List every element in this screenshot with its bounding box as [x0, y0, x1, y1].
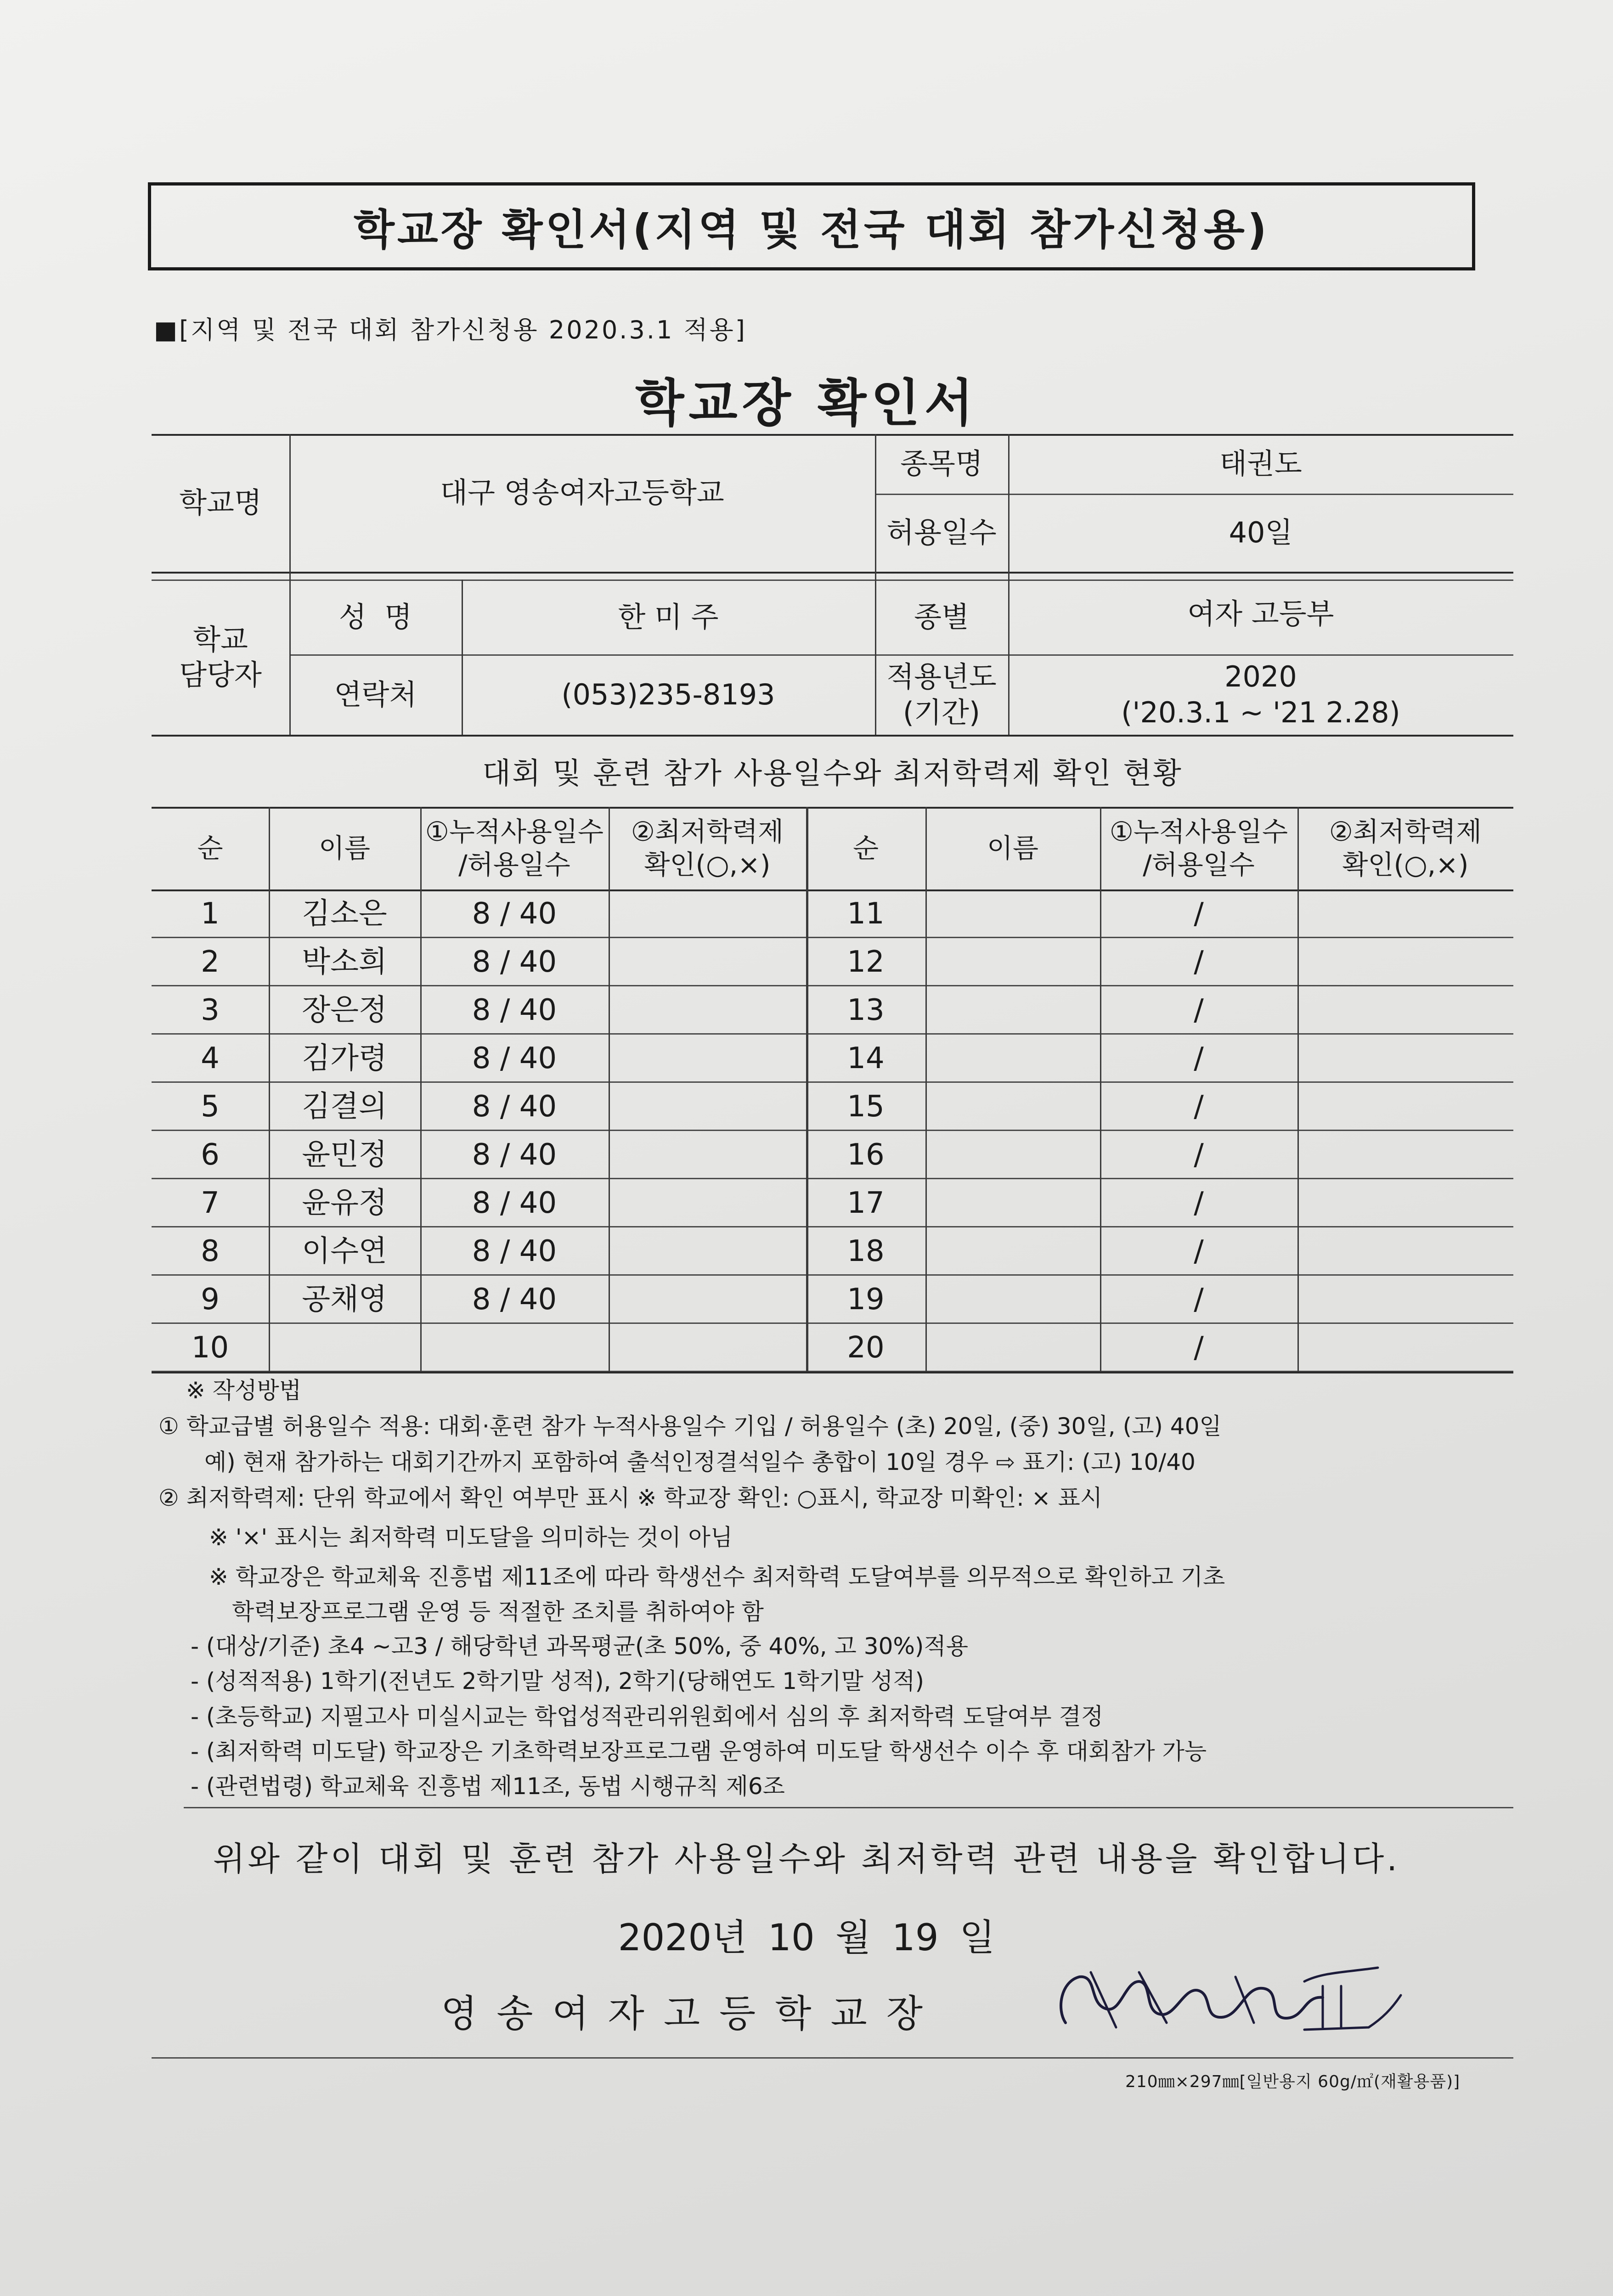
rule: [152, 1372, 1513, 1373]
row-check: [1297, 1131, 1513, 1179]
row-check: [1297, 986, 1513, 1034]
row-name: 박소희: [302, 945, 387, 979]
category-value: 여자 고등부: [1187, 597, 1334, 631]
row-name: [925, 938, 1100, 986]
instruction-line: - (관련법령) 학교체육 진흥법 제11조, 동법 시행규칙 제6조: [191, 1773, 785, 1800]
row-number: 3: [201, 993, 220, 1027]
rule: [152, 2057, 1513, 2059]
contact-label: 연락처: [334, 677, 417, 711]
col-check-left: ②최저학력제 확인(○,×): [631, 816, 784, 880]
row-check: [1297, 1275, 1513, 1323]
row-days: /: [1194, 1234, 1204, 1268]
instruction-line: - (대상/기준) 초4 ~고3 / 해당학년 과목평균(초 50%, 중 40%, 고 30%)적용: [191, 1633, 968, 1660]
document-title: 학교장 확인서(지역 및 전국 대회 참가신청용): [354, 205, 1269, 254]
manager-label: 학교 담당자: [179, 622, 262, 692]
row-number: 9: [201, 1282, 220, 1317]
form-version-tag: ■[지역 및 전국 대회 참가신청용 2020.3.1 적용]: [154, 315, 747, 344]
row-days: /: [1194, 896, 1204, 931]
row-check: [609, 938, 806, 986]
sport-value: 태권도: [1219, 447, 1302, 481]
row-check: [1297, 1227, 1513, 1275]
row-check: [609, 889, 806, 938]
row-days: /: [1194, 945, 1204, 979]
paper-spec: 210㎜×297㎜[일반용지 60g/㎡(재활용품)]: [1125, 2072, 1461, 2091]
row-name: [925, 1275, 1100, 1323]
row-name: 이수연: [302, 1234, 387, 1268]
col-no-left: 순: [197, 832, 223, 864]
row-days: 8 / 40: [472, 1089, 557, 1124]
manager-name-label: 성 명: [338, 600, 412, 634]
instruction-line: ② 최저학력제: 단위 학교에서 확인 여부만 표시 ※ 학교장 확인: ○표시, 학교장 미확인: × 표시: [158, 1485, 1103, 1511]
row-number: 2: [201, 945, 220, 979]
sport-label: 종목명: [900, 447, 983, 481]
row-name: [925, 1323, 1100, 1372]
column-divider: [420, 807, 422, 1372]
row-name: [925, 1179, 1100, 1227]
row-number: 6: [201, 1137, 220, 1172]
col-no-right: 순: [852, 832, 879, 864]
row-check: [609, 1082, 806, 1131]
row-days: 8 / 40: [472, 993, 557, 1027]
apply-year-label: 적용년도 (기간): [886, 660, 997, 729]
row-days: /: [1194, 1041, 1204, 1075]
col-check-right: ②최저학력제 확인(○,×): [1329, 816, 1482, 880]
row-number: 19: [847, 1282, 885, 1317]
column-divider: [1100, 807, 1101, 1372]
row-name: 김가령: [302, 1041, 387, 1075]
column-divider: [269, 807, 270, 1372]
row-number: 4: [201, 1041, 220, 1075]
instruction-line: ① 학교급별 허용일수 적용: 대회·훈련 참가 누적사용일수 기입 / 허용일수 (초) 20일, (중) 30일, (고) 40일: [158, 1413, 1222, 1440]
instruction-line: 예) 현재 참가하는 대회기간까지 포함하여 출석인정결석일수 총합이 10일 경우 ⇨ 표기: (고) 10/40: [204, 1449, 1196, 1475]
row-number: 7: [201, 1186, 220, 1220]
row-days: /: [1194, 993, 1204, 1027]
row-name: 장은정: [302, 993, 387, 1027]
row-days: /: [1194, 1186, 1204, 1220]
row-name: [925, 1034, 1100, 1082]
row-check: [609, 1179, 806, 1227]
row-name: 윤유정: [302, 1186, 387, 1220]
row-check: [1297, 1179, 1513, 1227]
manager-name-value: 한 미 주: [618, 600, 719, 634]
row-name: [925, 986, 1100, 1034]
column-divider: [1297, 807, 1299, 1372]
school-label: 학교명: [179, 486, 262, 520]
allowed-days-label: 허용일수: [886, 516, 997, 550]
row-days: 8 / 40: [472, 1186, 557, 1220]
instruction-line: 학력보장프로그램 운영 등 적절한 조치를 취하여야 함: [232, 1598, 764, 1625]
category-label: 종별: [914, 600, 969, 634]
issue-date: 2020년 10 월 19 일: [618, 1916, 995, 1959]
rule: [152, 572, 1513, 574]
row-name: [925, 1131, 1100, 1179]
row-check: [1297, 1082, 1513, 1131]
row-name: 공채영: [302, 1282, 387, 1317]
row-check: [1297, 938, 1513, 986]
row-days: /: [1194, 1330, 1204, 1365]
row-check: [609, 1034, 806, 1082]
row-number: 15: [847, 1089, 885, 1124]
apply-year-value: 2020 ('20.3.1 ~ '21 2.28): [1121, 660, 1400, 729]
row-days: 8 / 40: [472, 1137, 557, 1172]
row-number: 17: [847, 1186, 885, 1220]
row-number: 14: [847, 1041, 885, 1075]
row-days: 8 / 40: [472, 945, 557, 979]
instruction-line: - (초등학교) 지필고사 미실시교는 학업성적관리위원회에서 심의 후 최저학력 도달여부 결정: [191, 1703, 1104, 1730]
row-days: 8 / 40: [472, 1234, 557, 1268]
row-days: 8 / 40: [472, 1041, 557, 1075]
row-name: 김결의: [302, 1089, 387, 1124]
rule: [184, 1807, 1513, 1808]
instruction-line: ※ 작성방법: [186, 1377, 301, 1404]
school-value: 대구 영송여자고등학교: [440, 475, 724, 509]
rule: [152, 735, 1513, 737]
row-check: [609, 1323, 806, 1372]
col-name-right: 이름: [987, 832, 1039, 864]
status-heading: 대회 및 훈련 참가 사용일수와 최저학력제 확인 현황: [482, 756, 1183, 791]
main-heading: 학교장 확인서: [635, 374, 978, 433]
column-divider: [925, 807, 927, 1372]
row-days: [420, 1323, 609, 1372]
row-number: 10: [191, 1330, 229, 1365]
row-number: 16: [847, 1137, 885, 1172]
col-name-left: 이름: [318, 832, 371, 864]
instruction-line: ※ 학교장은 학교체육 진흥법 제11조에 따라 학생선수 최저학력 도달여부를 의무적으로 확인하고 기초: [209, 1564, 1225, 1590]
row-check: [1297, 1034, 1513, 1082]
column-divider: [609, 807, 610, 1372]
principal-signature: [1047, 1954, 1405, 2046]
row-number: 13: [847, 993, 885, 1027]
row-number: 1: [201, 896, 220, 931]
row-name: [269, 1323, 420, 1372]
row-check: [609, 1227, 806, 1275]
col-days-left: ①누적사용일수 /허용일수: [425, 816, 604, 880]
column-divider: [806, 807, 808, 1372]
row-check: [609, 1275, 806, 1323]
row-name: 윤민정: [302, 1137, 387, 1172]
row-check: [1297, 889, 1513, 938]
row-name: [925, 1082, 1100, 1131]
row-days: 8 / 40: [472, 896, 557, 931]
row-number: 18: [847, 1234, 885, 1268]
allowed-days-value: 40일: [1229, 516, 1293, 550]
document-title-box: [148, 182, 1475, 270]
row-days: /: [1194, 1282, 1204, 1317]
row-number: 5: [201, 1089, 220, 1124]
row-name: 김소은: [302, 896, 387, 931]
instruction-line: - (최저학력 미도달) 학교장은 기초학력보장프로그램 운영하여 미도달 학생선수 이수 후 대회참가 가능: [191, 1738, 1207, 1765]
row-days: /: [1194, 1089, 1204, 1124]
row-days: 8 / 40: [472, 1282, 557, 1317]
row-number: 8: [201, 1234, 220, 1268]
row-name: [925, 889, 1100, 938]
col-days-right: ①누적사용일수 /허용일수: [1109, 816, 1288, 880]
instruction-line: ※ '×' 표시는 최저학력 미도달을 의미하는 것이 아님: [209, 1524, 733, 1551]
row-name: [925, 1227, 1100, 1275]
row-days: /: [1194, 1137, 1204, 1172]
row-check: [1297, 1323, 1513, 1372]
confirmation-statement: 위와 같이 대회 및 훈련 참가 사용일수와 최저학력 관련 내용을 확인합니다.: [213, 1840, 1400, 1878]
instruction-line: - (성적적용) 1학기(전년도 2학기말 성적), 2학기(당해연도 1학기말 성적): [191, 1668, 924, 1694]
row-check: [609, 986, 806, 1034]
row-number: 20: [847, 1330, 885, 1365]
row-number: 12: [847, 945, 885, 979]
contact-value: (053)235-8193: [561, 677, 775, 711]
principal-title: 영송여자고등학교장: [441, 1992, 942, 2036]
row-number: 11: [847, 896, 885, 931]
row-check: [609, 1131, 806, 1179]
